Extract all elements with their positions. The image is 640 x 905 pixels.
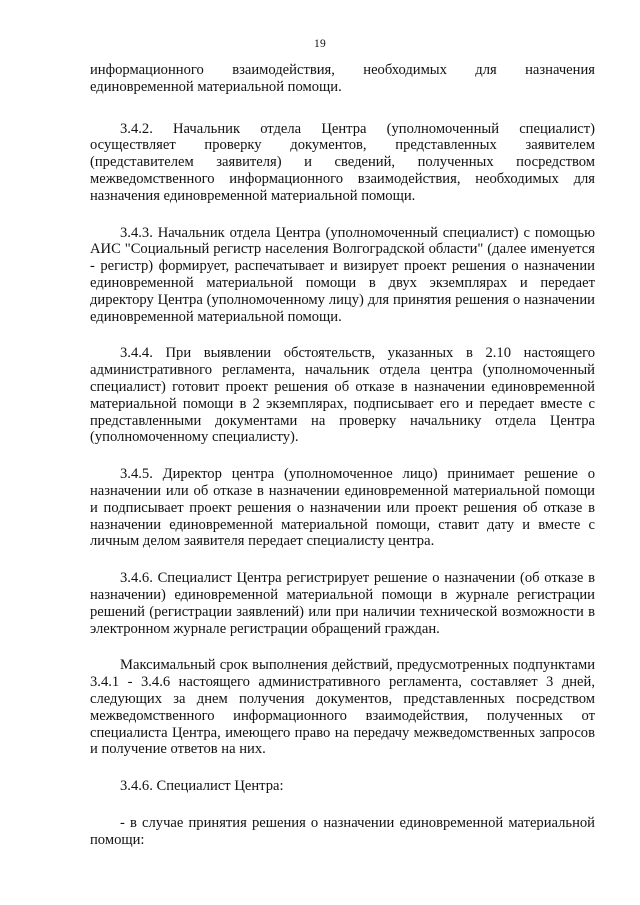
paragraph-continuation: информационного взаимодействия, необходимых для назначения единовременной материальной помощи. bbox=[90, 62, 595, 95]
paragraph-3-4-6: 3.4.6. Специалист Центра регистрирует решение о назначении (об отказе в назначении) единовременной материальной помощи в журнале регистрации решений (регистрации заявлений) или при наличии технической возможности в электронном журнале регистрации обращений граждан. bbox=[90, 570, 595, 637]
paragraph-3-4-4: 3.4.4. При выявлении обстоятельств, указанных в 2.10 настоящего административного регламента, начальник отдела центра (уполномоченный специалист) готовит проект решения об отказе в назначении единовременной материальной помощи в 2 экземплярах, подписывает его и передает вместе с представленными документами на проверку начальнику отдела Центра (уполномоченному специалисту). bbox=[90, 345, 595, 446]
paragraph-3-4-3: 3.4.3. Начальник отдела Центра (уполномоченный специалист) с помощью АИС "Социальный регистр населения Волгоградской области" (далее именуется - регистр) формирует, распечатывает и визирует проект решения о назначении единовременной материальной помощи в двух экземплярах и передает директору Центра (уполномоченному лицу) для принятия решения о назначении единовременной материальной помощи. bbox=[90, 224, 595, 325]
paragraph-case-decision: - в случае принятия решения о назначении единовременной материальной помощи: bbox=[90, 814, 595, 848]
paragraph-3-4-5: 3.4.5. Директор центра (уполномоченное лицо) принимает решение о назначении или об отказе в назначении единовременной материальной помощи и подписывает проект решения о назначении или проект решения об отказе в назначении единовременной материальной помощи, ставит дату и вместе с личным делом заявителя передает специалисту центра. bbox=[90, 466, 595, 550]
paragraph-3-4-6-specialist: 3.4.6. Специалист Центра: bbox=[120, 778, 284, 795]
paragraph-max-term: Максимальный срок выполнения действий, предусмотренных подпунктами 3.4.1 - 3.4.6 настоящего административного регламента, составляет 3 дней, следующих за днем получения документов, представленных посредством межведомственного информационного взаимодействия, полученных от специалиста Центра, имеющего право на передачу межведомственных запросов и получение ответов на них. bbox=[90, 657, 595, 758]
paragraph-3-4-2: 3.4.2. Начальник отдела Центра (уполномоченный специалист) осуществляет проверку документов, представленных заявителем (представителем заявителя) и сведений, полученных посредством межведомственного информационного взаимодействия, необходимых для назначения единовременной материальной помощи. bbox=[90, 120, 595, 204]
document-body bbox=[90, 62, 595, 868]
page-number: 19 bbox=[314, 38, 326, 50]
